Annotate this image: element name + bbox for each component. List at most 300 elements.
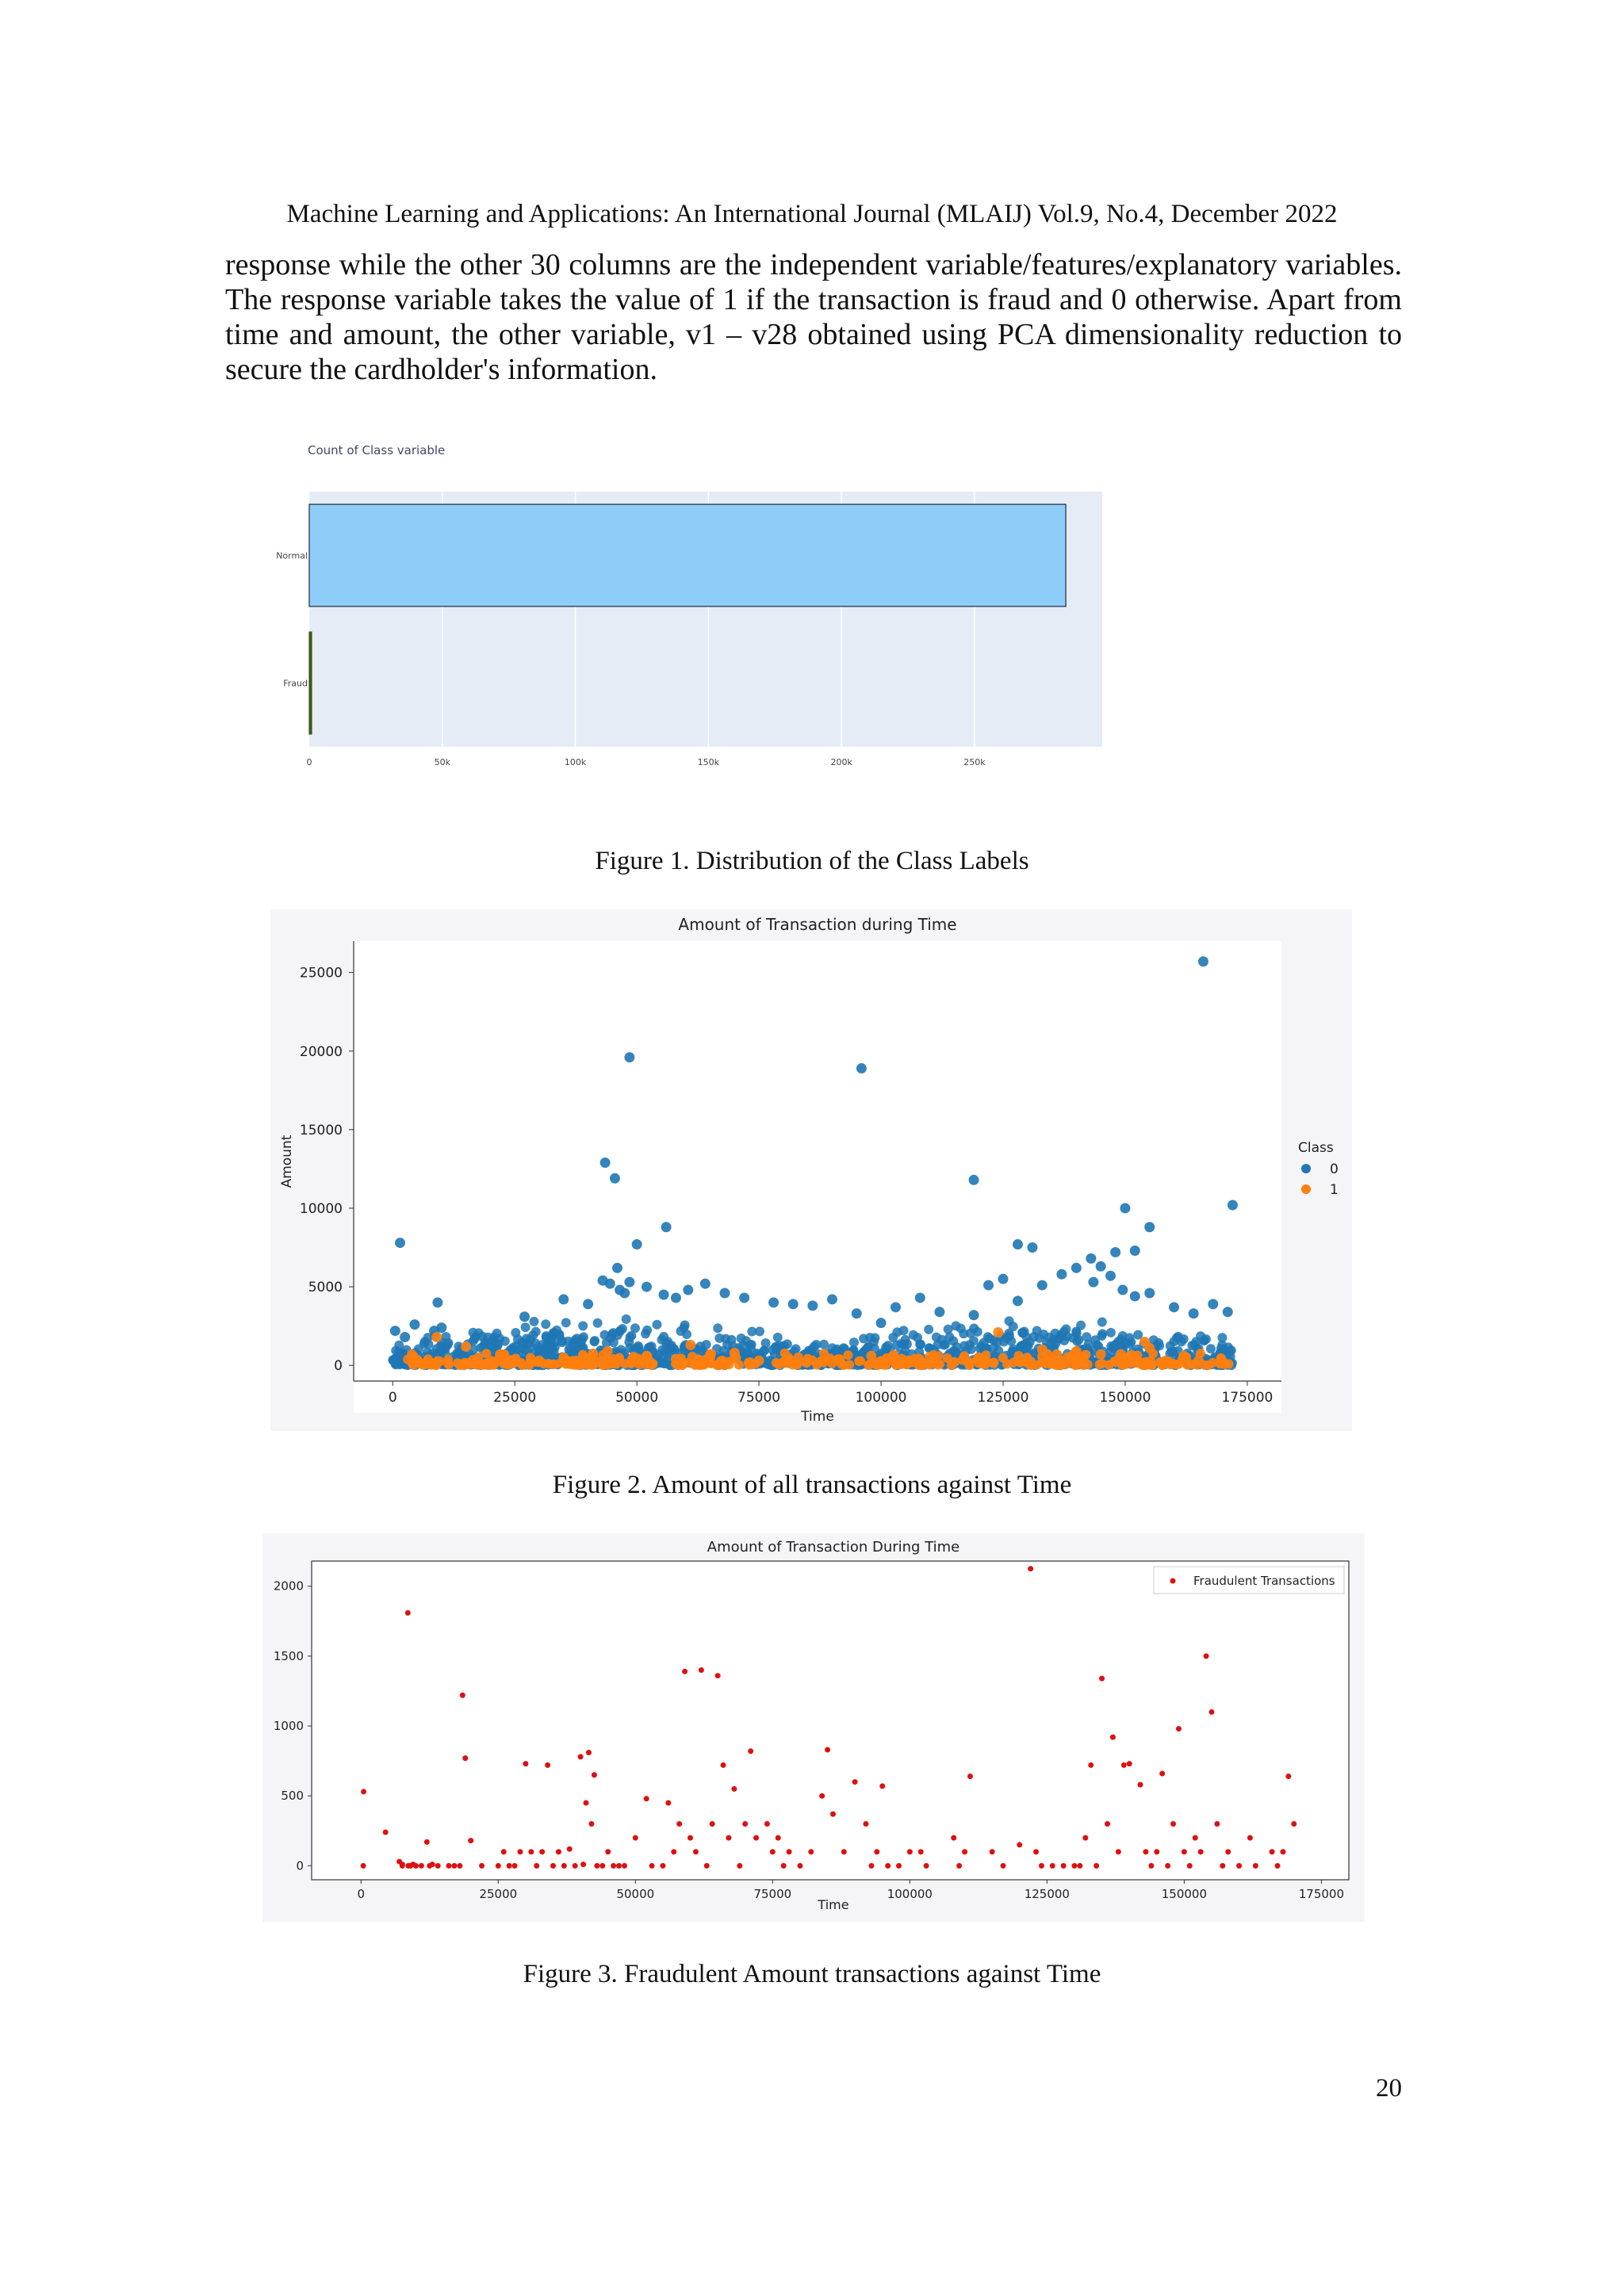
figure-3-point xyxy=(660,1863,665,1869)
figure-3-point xyxy=(419,1863,424,1869)
figure-1-title: Count of Class variable xyxy=(308,443,446,457)
figure-2-point-class-0 xyxy=(1144,1288,1155,1299)
figure-2-point-class-1-dense xyxy=(865,1360,875,1369)
figure-2-point-class-0-dense xyxy=(869,1337,879,1346)
figure-2-x-tick-label: 100000 xyxy=(855,1390,907,1406)
figure-2-point-class-0 xyxy=(807,1300,818,1311)
figure-2-point-class-1 xyxy=(1218,1357,1228,1368)
figure-1-bar-fraud xyxy=(309,632,312,734)
figure-2-point-class-0-dense xyxy=(492,1329,502,1338)
figure-2-point-class-0-dense xyxy=(521,1322,530,1332)
figure-3-point xyxy=(588,1821,594,1827)
figure-2-point-class-1 xyxy=(949,1357,959,1368)
figure-2-point-class-1-dense xyxy=(745,1358,755,1368)
figure-3-point xyxy=(896,1863,902,1869)
figure-2-point-class-0 xyxy=(1130,1291,1140,1301)
figure-3-point xyxy=(361,1863,366,1869)
figure-3-point xyxy=(1061,1863,1067,1869)
figure-3-y-tick-label: 1500 xyxy=(273,1648,304,1663)
figure-2-point-class-1-dense xyxy=(990,1358,999,1368)
figure-2-point-class-0-dense xyxy=(593,1318,603,1328)
figure-2-point-class-1-dense xyxy=(780,1349,790,1358)
figure-3-point xyxy=(1088,1762,1094,1768)
figure-2-point-class-0 xyxy=(661,1222,672,1232)
figure-3-x-tick-label: 100000 xyxy=(887,1887,933,1901)
figure-2-point-class-1-dense xyxy=(1139,1360,1149,1369)
figure-2-point-class-1-dense xyxy=(611,1357,620,1366)
figure-2-point-class-0-dense xyxy=(932,1333,941,1342)
figure-1-x-tick-label: 150k xyxy=(697,757,720,767)
figure-3-point xyxy=(1071,1863,1077,1869)
body-paragraph: response while the other 30 columns are the independent variable/features/explanatory variables. The response variable takes the value of 1 if the transaction is fraud and 0 otherwise. Apart from time and amount, the other variable, v1 – v28 obtained using PCA dimensionality reduction to secure the cardholder's information. xyxy=(225,248,1402,386)
figure-2-point-class-0-dense xyxy=(992,1337,1002,1347)
figure-3-point xyxy=(586,1750,592,1755)
figure-3-point xyxy=(879,1783,885,1789)
figure-2-point-class-1 xyxy=(1013,1356,1023,1366)
figure-2-point-class-0-dense xyxy=(773,1333,783,1342)
figure-3-point xyxy=(400,1862,405,1867)
figure-1-x-tick-label: 0 xyxy=(306,757,312,767)
figure-3-point xyxy=(1220,1863,1225,1869)
figure-3-point xyxy=(649,1863,655,1869)
figure-2-legend-title: Class xyxy=(1298,1140,1334,1156)
figure-2-point-class-0-dense xyxy=(696,1346,706,1356)
figure-2-point-class-1 xyxy=(431,1332,442,1342)
figure-2-point-class-0-dense xyxy=(1191,1337,1201,1346)
figure-3-point xyxy=(748,1748,753,1754)
figure-2-point-class-0 xyxy=(1013,1239,1023,1249)
figure-2-point-class-0 xyxy=(1228,1200,1238,1211)
figure-3-point xyxy=(1143,1849,1148,1854)
figure-2-point-class-1 xyxy=(802,1354,813,1364)
figure-3-point xyxy=(1225,1849,1231,1854)
figure-3-point xyxy=(1187,1863,1193,1869)
figure-2-point-class-0 xyxy=(409,1319,419,1330)
figure-3-point xyxy=(990,1849,995,1854)
figure-3-point xyxy=(852,1779,858,1785)
figure-3-point xyxy=(1193,1835,1198,1841)
figure-2-x-tick-label: 75000 xyxy=(737,1390,781,1406)
figure-2-point-class-0 xyxy=(1088,1277,1098,1288)
figure-2-point-class-1 xyxy=(974,1353,984,1363)
figure-2-point-class-0 xyxy=(671,1292,681,1303)
figure-2-point-class-1 xyxy=(1144,1343,1155,1353)
figure-3-y-tick-label: 500 xyxy=(281,1789,304,1804)
figure-3-point xyxy=(1099,1676,1105,1682)
figure-2-point-class-0 xyxy=(1027,1242,1037,1253)
figure-2-point-class-1-dense xyxy=(837,1359,846,1368)
figure-3-point xyxy=(556,1849,561,1854)
figure-3-point xyxy=(567,1846,573,1852)
figure-2-point-class-0 xyxy=(1130,1246,1140,1256)
figure-2-point-class-0 xyxy=(1169,1302,1179,1312)
figure-3-point xyxy=(1116,1849,1121,1854)
figure-1-svg xyxy=(270,428,1332,777)
figure-2-point-class-0-dense xyxy=(552,1326,561,1335)
figure-2-point-class-0 xyxy=(856,1063,867,1073)
figure-3-point xyxy=(1253,1863,1258,1869)
figure-2-point-class-1-dense xyxy=(734,1360,744,1369)
figure-2-point-class-0-dense xyxy=(625,1343,634,1353)
figure-2-point-class-0 xyxy=(610,1173,620,1184)
figure-3-point xyxy=(907,1849,913,1854)
figure-2-point-class-1-dense xyxy=(792,1360,802,1370)
figure-3-point xyxy=(1110,1735,1116,1740)
figure-3-point xyxy=(726,1835,731,1841)
figure-2-x-label: Time xyxy=(801,1409,834,1425)
figure-2-point-class-0 xyxy=(998,1274,1009,1284)
figure-3-point xyxy=(710,1821,715,1827)
figure-3-point xyxy=(682,1669,688,1674)
figure-2-point-class-0-dense xyxy=(645,1342,654,1352)
figure-2-point-class-0 xyxy=(1110,1247,1120,1257)
figure-3-point xyxy=(671,1849,676,1854)
figure-2-point-class-0 xyxy=(876,1318,887,1328)
figure-2-point-class-0-dense xyxy=(590,1336,599,1345)
figure-2-point-class-0 xyxy=(1223,1307,1233,1317)
figure-2-point-class-0 xyxy=(605,1279,615,1289)
figure-3-point xyxy=(1236,1863,1242,1869)
figure-2-point-class-0 xyxy=(969,1175,979,1185)
figure-2-point-class-1 xyxy=(1096,1349,1106,1360)
figure-2-point-class-0-dense xyxy=(441,1344,450,1353)
figure-3-point xyxy=(841,1849,847,1854)
figure-3-point xyxy=(539,1849,545,1854)
figure-2-point-class-1 xyxy=(1037,1345,1048,1355)
figure-2-point-class-1 xyxy=(754,1356,764,1366)
figure-2-point-class-0-dense xyxy=(667,1341,676,1350)
figure-3-point xyxy=(534,1863,539,1869)
figure-3-x-tick-label: 25000 xyxy=(479,1887,518,1901)
figure-2-point-class-0-dense xyxy=(660,1359,669,1368)
figure-2-point-class-0-dense xyxy=(714,1334,724,1343)
figure-3-point xyxy=(699,1667,704,1673)
figure-2-x-tick-label: 150000 xyxy=(1099,1390,1151,1406)
figure-2-point-class-0-dense xyxy=(768,1345,777,1355)
figure-2-y-tick-label: 0 xyxy=(334,1358,343,1375)
figure-2-point-class-0-dense xyxy=(1206,1344,1216,1353)
figure-3-point xyxy=(874,1849,879,1854)
figure-1-category-label: Normal xyxy=(276,550,308,561)
figure-2-point-class-0-dense xyxy=(791,1344,801,1353)
figure-2-point-class-0-dense xyxy=(737,1334,746,1343)
figure-2-x-tick-label: 50000 xyxy=(615,1390,659,1406)
figure-3-point xyxy=(405,1610,411,1616)
figure-3-point xyxy=(501,1849,507,1854)
figure-2-point-class-1 xyxy=(1051,1349,1062,1360)
figure-3-point xyxy=(413,1863,419,1869)
figure-2-point-class-0 xyxy=(436,1322,446,1333)
figure-2-point-class-0 xyxy=(1208,1299,1218,1309)
figure-3-point xyxy=(1082,1835,1088,1841)
figure-2-point-class-0 xyxy=(642,1282,652,1292)
figure-3-x-label: Time xyxy=(818,1897,849,1912)
figure-2-point-class-0-dense xyxy=(859,1334,868,1343)
figure-2-point-class-0-dense xyxy=(653,1320,662,1330)
figure-2-point-class-0 xyxy=(1198,956,1208,966)
figure-3-point xyxy=(523,1761,528,1766)
figure-3-point xyxy=(825,1747,830,1753)
figure-3-point xyxy=(611,1863,616,1869)
figure-3-point xyxy=(1285,1774,1291,1779)
figure-2-point-class-0-dense xyxy=(420,1337,430,1346)
figure-3-point xyxy=(967,1774,973,1779)
figure-3-point xyxy=(1148,1863,1154,1869)
figure-3-point xyxy=(578,1754,584,1759)
figure-3-point xyxy=(1105,1821,1110,1827)
figure-3-point xyxy=(808,1849,814,1854)
figure-3-point xyxy=(1094,1863,1099,1869)
figure-2-point-class-1 xyxy=(558,1353,569,1363)
figure-2-point-class-1-dense xyxy=(902,1360,911,1369)
figure-2-x-tick-label: 125000 xyxy=(977,1390,1029,1406)
figure-3-point xyxy=(561,1863,567,1869)
figure-2-point-class-1-dense xyxy=(588,1360,597,1370)
figure-2-point-class-0-dense xyxy=(1199,1336,1208,1345)
figure-2-point-class-1 xyxy=(642,1351,652,1361)
figure-2-point-class-0-dense xyxy=(680,1320,690,1330)
figure-2-point-class-0 xyxy=(683,1285,693,1295)
figure-2-point-class-0-dense xyxy=(1022,1332,1032,1341)
figure-2-point-class-0-dense xyxy=(570,1335,580,1345)
figure-2-point-class-1 xyxy=(705,1353,715,1363)
figure-3-point xyxy=(797,1863,802,1869)
figure-3-point xyxy=(507,1863,512,1869)
figure-3-point xyxy=(512,1863,518,1869)
figure-2-legend-marker-0 xyxy=(1301,1164,1311,1173)
figure-2-legend-marker-1 xyxy=(1301,1184,1311,1194)
figure-3-point xyxy=(594,1863,599,1869)
figure-3-point xyxy=(644,1796,649,1801)
figure-2-point-class-0-dense xyxy=(924,1325,933,1334)
figure-2-point-class-0-dense xyxy=(1110,1341,1120,1350)
figure-2-point-class-0-dense xyxy=(615,1326,625,1335)
figure-3-point xyxy=(731,1786,737,1792)
figure-3-point xyxy=(704,1863,710,1869)
figure-2-point-class-0-dense xyxy=(642,1326,652,1335)
figure-3-point xyxy=(622,1863,627,1869)
figure-2-point-class-0-dense xyxy=(477,1332,487,1341)
figure-2-point-class-1 xyxy=(588,1349,598,1359)
figure-3-point xyxy=(550,1863,556,1869)
figure-2-point-class-0-dense xyxy=(394,1347,404,1357)
figure-2-title: Amount of Transaction during Time xyxy=(678,915,957,934)
figure-2-point-class-1 xyxy=(627,1355,638,1365)
figure-3-point xyxy=(951,1835,956,1841)
figure-2-point-class-1-dense xyxy=(444,1360,454,1369)
figure-2-point-class-0-dense xyxy=(969,1323,979,1333)
figure-2-point-class-0 xyxy=(659,1289,669,1299)
figure-2-point-class-0-dense xyxy=(561,1318,571,1327)
figure-2-point-class-1-dense xyxy=(421,1357,431,1367)
figure-2-point-class-0-dense xyxy=(531,1327,541,1337)
figure-2-point-class-0-dense xyxy=(952,1342,962,1352)
figure-2-point-class-0 xyxy=(558,1294,569,1304)
figure-3-point xyxy=(1127,1761,1132,1766)
figure-2-point-class-0 xyxy=(1086,1253,1096,1264)
figure-3-point xyxy=(496,1863,501,1869)
figure-3-plot-area xyxy=(312,1561,1349,1880)
figure-3-point xyxy=(528,1849,534,1854)
figure-2-point-class-0 xyxy=(1096,1261,1106,1272)
figure-2-point-class-0-dense xyxy=(811,1340,821,1349)
figure-3-point xyxy=(435,1863,441,1869)
figure-2-point-class-0-dense xyxy=(1062,1332,1071,1341)
figure-2-point-class-1-dense xyxy=(460,1359,469,1368)
figure-3-x-tick-label: 125000 xyxy=(1024,1887,1070,1901)
figure-2-point-class-1-dense xyxy=(1083,1360,1093,1369)
figure-2-caption: Figure 2. Amount of all transactions against Time xyxy=(552,1471,1072,1499)
figure-3-fraud-amount-vs-time xyxy=(262,1533,1365,1922)
figure-3-point xyxy=(457,1863,462,1869)
figure-3-point xyxy=(451,1863,457,1869)
figure-2-svg xyxy=(270,909,1352,1431)
figure-2-point-class-0-dense xyxy=(393,1357,402,1366)
figure-2-point-class-0-dense xyxy=(565,1345,574,1354)
figure-2-point-class-0-dense xyxy=(892,1340,902,1349)
figure-2-y-tick-label: 15000 xyxy=(299,1122,343,1138)
figure-1-x-tick-label: 200k xyxy=(830,757,852,767)
figure-3-point xyxy=(737,1863,742,1869)
figure-2-point-class-1 xyxy=(603,1346,613,1357)
figure-2-point-class-0 xyxy=(519,1311,530,1322)
figure-3-point xyxy=(1028,1566,1033,1571)
figure-3-point xyxy=(1159,1771,1165,1777)
figure-2-point-class-0-dense xyxy=(956,1323,966,1333)
figure-3-point xyxy=(1154,1849,1159,1854)
figure-2-point-class-1-dense xyxy=(1002,1360,1012,1369)
figure-2-point-class-0 xyxy=(390,1326,400,1336)
figure-3-point xyxy=(605,1849,611,1854)
figure-3-point xyxy=(479,1863,485,1869)
figure-2-amount-vs-time xyxy=(270,909,1352,1431)
figure-2-point-class-0 xyxy=(624,1277,634,1288)
figure-2-point-class-0-dense xyxy=(517,1338,527,1348)
figure-2-point-class-0-dense xyxy=(1024,1341,1033,1351)
figure-2-point-class-0 xyxy=(1037,1280,1048,1291)
figure-2-point-class-1 xyxy=(1178,1351,1189,1361)
figure-3-legend-label: Fraudulent Transactions xyxy=(1193,1574,1335,1588)
figure-3-point xyxy=(545,1762,550,1768)
figure-3-point xyxy=(819,1793,825,1799)
figure-3-point xyxy=(764,1821,770,1827)
figure-3-point xyxy=(918,1849,924,1854)
figure-2-point-class-0-dense xyxy=(1154,1338,1163,1348)
figure-2-point-class-0 xyxy=(1056,1269,1067,1280)
figure-3-point xyxy=(753,1835,759,1841)
figure-3-point xyxy=(1182,1849,1187,1854)
figure-2-point-class-1-dense xyxy=(526,1353,535,1362)
figure-3-point xyxy=(956,1863,962,1869)
figure-2-point-class-0-dense xyxy=(747,1327,756,1337)
figure-1-class-distribution xyxy=(270,428,1332,777)
figure-3-legend xyxy=(1154,1567,1344,1594)
figure-2-point-class-0 xyxy=(852,1308,862,1318)
figure-2-point-class-1 xyxy=(915,1356,925,1366)
figure-2-point-class-0 xyxy=(891,1302,901,1312)
figure-3-x-tick-label: 0 xyxy=(357,1887,366,1901)
figure-3-point xyxy=(462,1755,468,1761)
figure-2-point-class-1 xyxy=(412,1355,423,1365)
figure-3-point xyxy=(924,1863,929,1869)
figure-3-point xyxy=(1033,1849,1039,1854)
journal-header: Machine Learning and Applications: An International Journal (MLAIJ) Vol.9, No.4, December 2022 xyxy=(286,200,1338,228)
figure-2-point-class-0 xyxy=(700,1279,710,1289)
figure-3-point xyxy=(1121,1762,1127,1768)
figure-2-point-class-0 xyxy=(739,1292,749,1303)
figure-3-point xyxy=(715,1673,721,1678)
figure-3-x-tick-label: 50000 xyxy=(616,1887,655,1901)
figure-2-point-class-1 xyxy=(461,1341,471,1352)
figure-3-legend-marker xyxy=(1170,1578,1176,1584)
figure-2-point-class-0-dense xyxy=(622,1314,631,1324)
figure-2-point-class-0 xyxy=(600,1158,611,1168)
figure-3-point xyxy=(665,1800,671,1806)
figure-3-point xyxy=(1280,1849,1285,1854)
figure-2-point-class-0-dense xyxy=(760,1346,769,1356)
figure-2-point-class-1 xyxy=(495,1349,505,1360)
figure-3-point xyxy=(676,1821,682,1827)
figure-3-point xyxy=(1050,1863,1055,1869)
figure-2-legend-label-1: 1 xyxy=(1330,1182,1339,1198)
figure-2-point-class-0-dense xyxy=(1090,1335,1100,1345)
figure-3-point xyxy=(1039,1863,1044,1869)
figure-2-point-class-0-dense xyxy=(713,1323,722,1333)
figure-3-point xyxy=(1077,1863,1082,1869)
figure-2-point-class-0-dense xyxy=(1005,1331,1014,1341)
figure-1-caption: Figure 1. Distribution of the Class Labels xyxy=(595,847,1029,875)
figure-2-y-tick-label: 10000 xyxy=(299,1200,343,1217)
figure-2-point-class-0 xyxy=(1013,1295,1023,1306)
figure-2-point-class-1-dense xyxy=(712,1360,722,1370)
figure-2-point-class-0-dense xyxy=(579,1332,588,1341)
figure-3-point xyxy=(1208,1709,1214,1715)
figure-2-y-tick-label: 25000 xyxy=(299,965,343,982)
figure-2-point-class-1 xyxy=(1193,1356,1204,1366)
figure-2-point-class-0-dense xyxy=(541,1319,550,1329)
figure-2-point-class-1 xyxy=(730,1348,740,1358)
figure-2-point-class-0-dense xyxy=(1005,1316,1014,1326)
figure-2-point-class-0-dense xyxy=(609,1337,619,1347)
figure-3-title: Amount of Transaction During Time xyxy=(707,1539,960,1556)
figure-3-y-tick-label: 0 xyxy=(296,1858,304,1873)
figure-2-point-class-0-dense xyxy=(1106,1328,1116,1337)
figure-3-point xyxy=(721,1762,726,1768)
figure-2-point-class-0 xyxy=(1105,1271,1116,1281)
figure-3-point xyxy=(1198,1849,1204,1854)
figure-2-point-class-0 xyxy=(720,1288,730,1299)
figure-2-point-class-0 xyxy=(395,1238,405,1248)
figure-2-point-class-0-dense xyxy=(1032,1326,1042,1335)
figure-2-y-tick-label: 20000 xyxy=(299,1043,343,1060)
figure-3-point xyxy=(633,1835,638,1841)
figure-2-point-class-0 xyxy=(915,1292,925,1303)
figure-2-point-class-0 xyxy=(1071,1263,1082,1273)
figure-2-point-class-0 xyxy=(983,1280,994,1291)
figure-3-svg xyxy=(262,1533,1365,1922)
figure-3-point xyxy=(776,1835,781,1841)
figure-3-point xyxy=(468,1838,473,1843)
figure-2-point-class-0-dense xyxy=(630,1323,640,1333)
figure-2-point-class-0 xyxy=(624,1052,634,1062)
figure-2-point-class-0-dense xyxy=(454,1349,463,1358)
figure-3-point xyxy=(460,1693,465,1698)
figure-2-point-class-0-dense xyxy=(550,1342,560,1352)
figure-3-point xyxy=(688,1835,693,1841)
figure-3-x-tick-label: 75000 xyxy=(753,1887,792,1901)
figure-3-point xyxy=(863,1821,868,1827)
figure-2-point-class-1-dense xyxy=(507,1358,516,1368)
